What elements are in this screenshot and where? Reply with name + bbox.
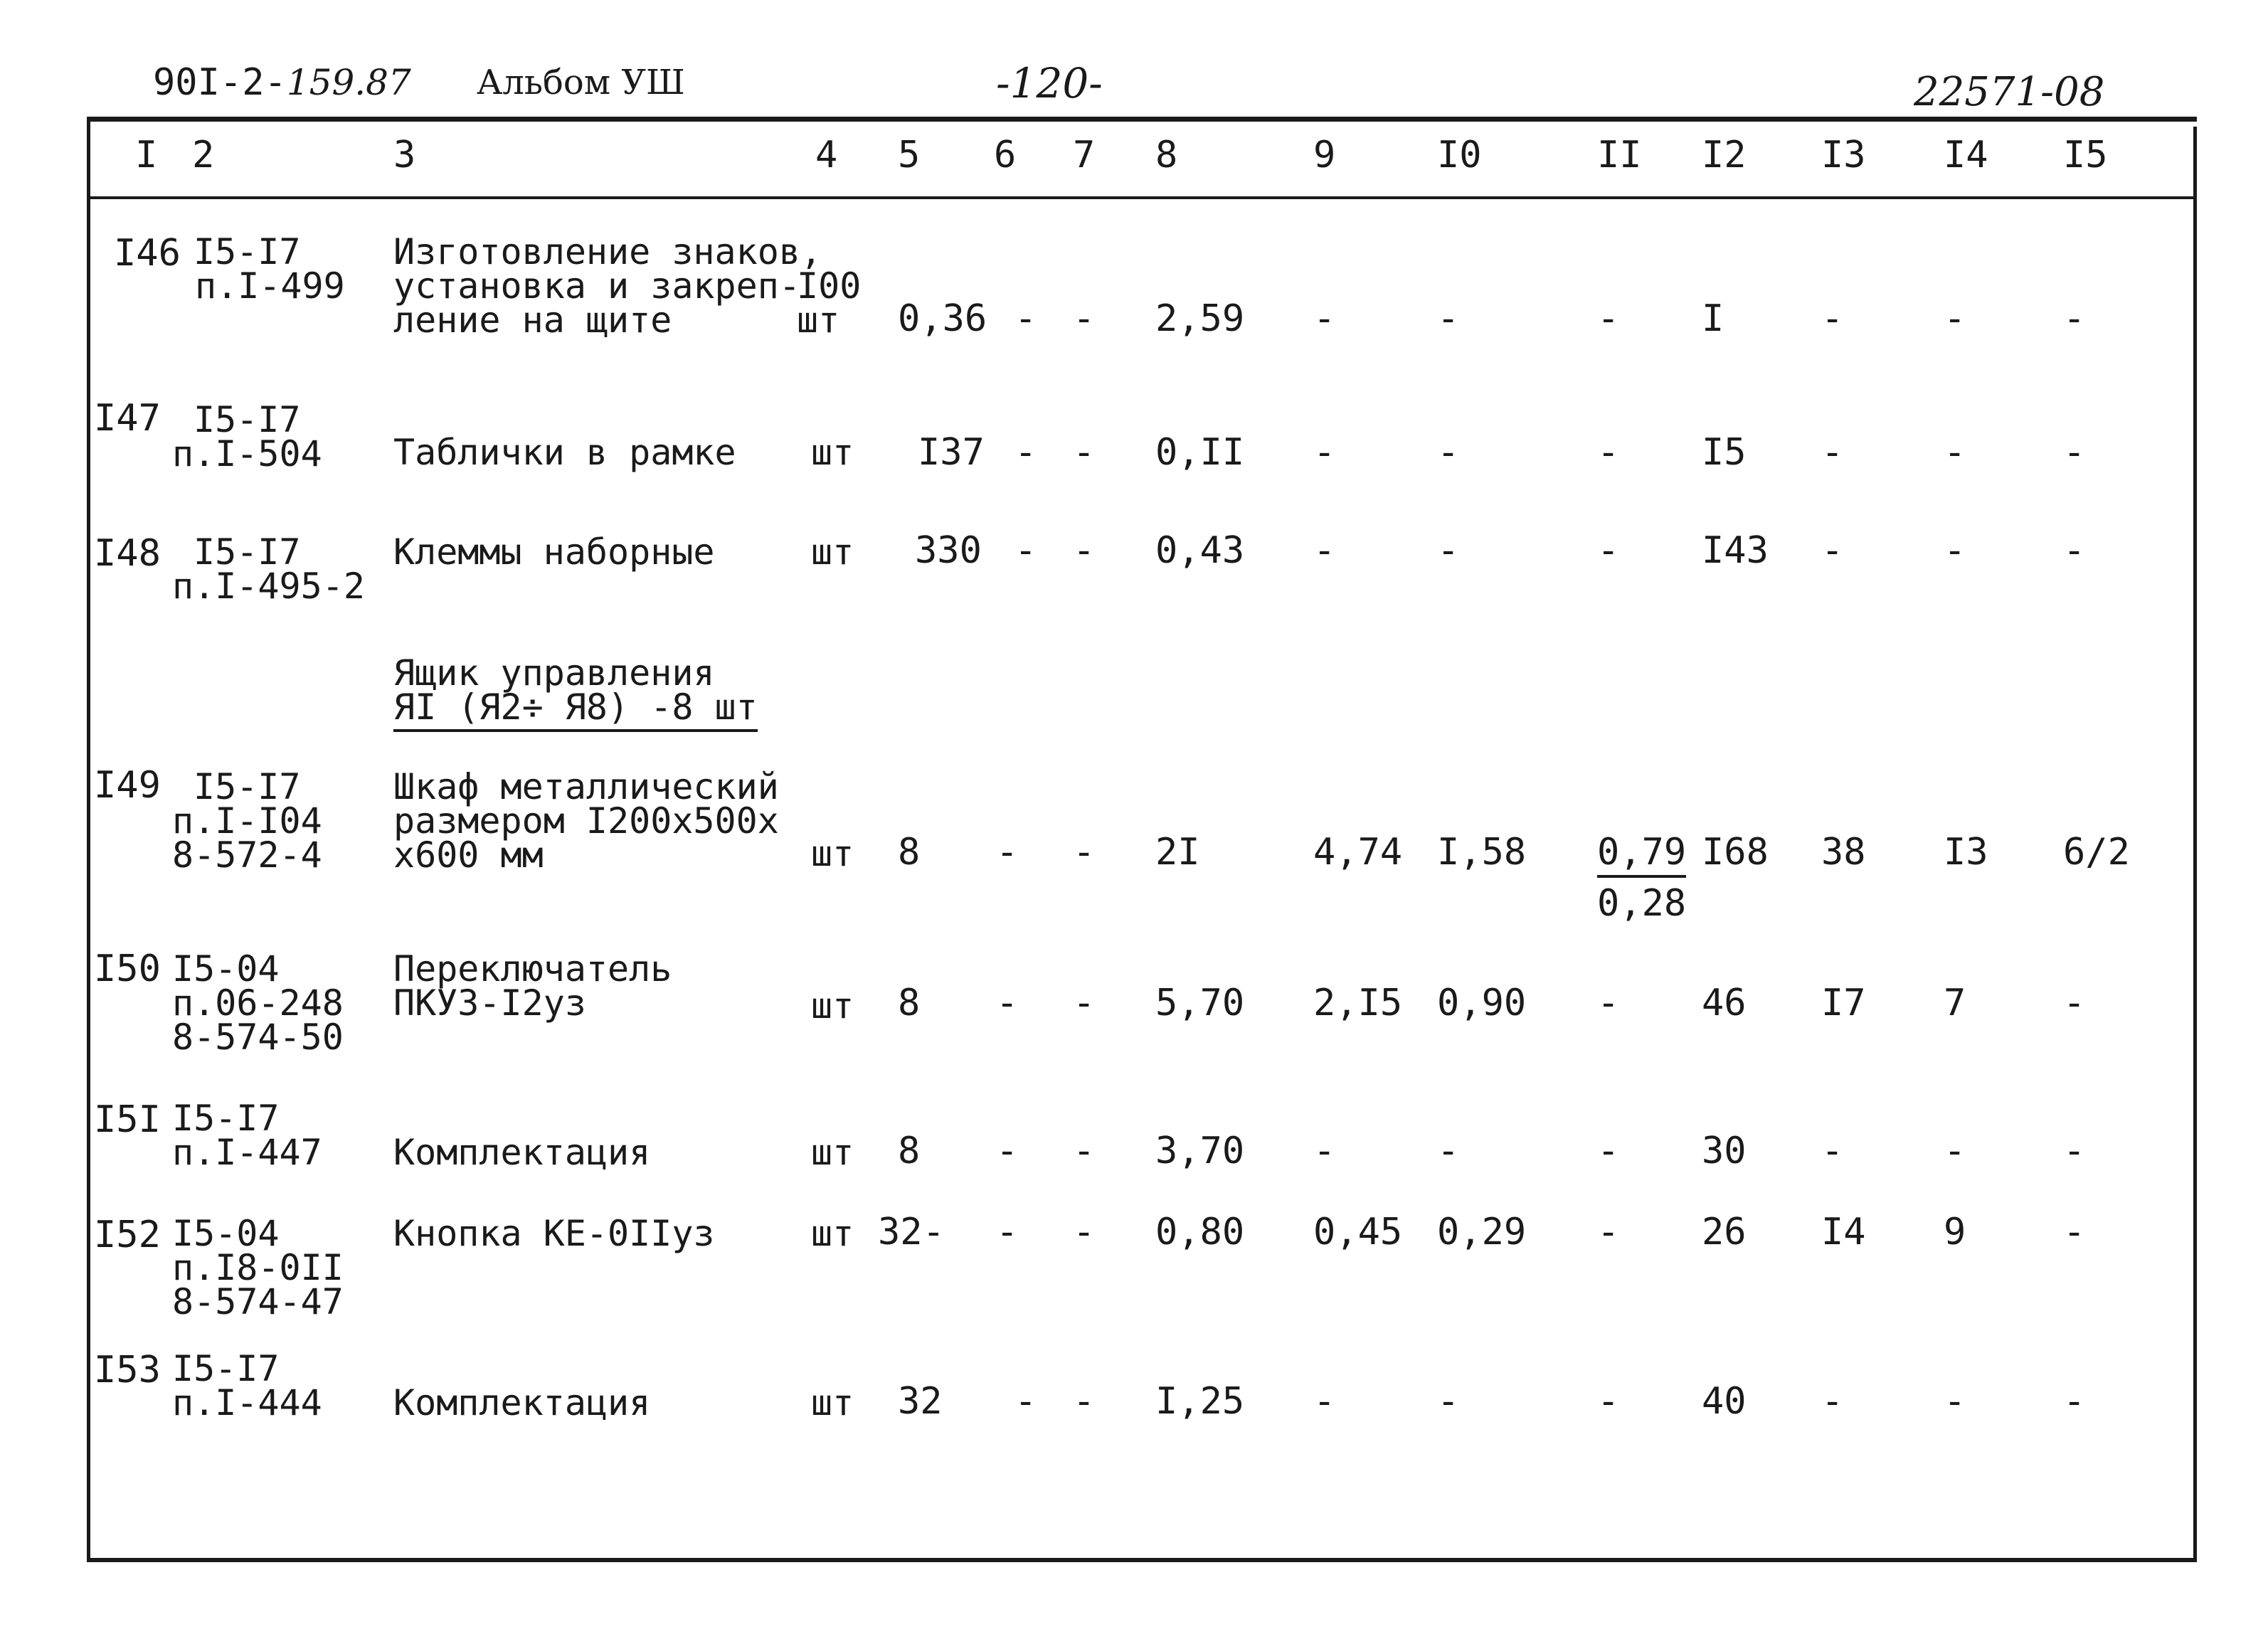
row-number: I46	[114, 232, 181, 275]
unit	[811, 833, 854, 874]
unit-line: шт	[811, 1213, 854, 1254]
cell-c12: I	[1702, 297, 1724, 340]
cell-c13: -	[1821, 529, 1844, 572]
item-name-line: х600 мм	[393, 834, 544, 876]
cell-c14: -	[1944, 431, 1966, 474]
cell-c15: -	[2063, 1130, 2086, 1172]
cell-c9: -	[1313, 529, 1336, 572]
cell-c7: -	[1073, 1130, 1096, 1172]
col-header-13: I3	[1821, 134, 1866, 176]
item-name	[393, 948, 672, 1024]
document-number: 22571-08	[1914, 69, 2105, 115]
col-header-12: I2	[1702, 134, 1747, 176]
cell-c12: I43	[1702, 529, 1769, 572]
unit-line: шт	[811, 1132, 854, 1173]
subheading-line-2-text: ЯI (Я2÷ Я8) -8 шт	[393, 686, 758, 732]
row-number: I5I	[94, 1098, 161, 1141]
row-number: I50	[94, 948, 161, 990]
norm-code-line: I5-I7	[172, 1098, 280, 1139]
item-name-line: Кнопка КЕ-0IIуз	[393, 1213, 715, 1254]
cell-c12: I5	[1702, 431, 1747, 474]
unit	[797, 265, 862, 341]
norm-code-line: I5-04	[172, 1213, 280, 1254]
cell-c8: 2I	[1155, 831, 1200, 874]
item-name	[393, 766, 779, 876]
norm-code	[172, 399, 322, 474]
cell-c5: 8	[898, 831, 921, 874]
norm-code-line: п.06-248	[172, 982, 344, 1024]
unit	[811, 432, 854, 473]
cell-c15: -	[2063, 431, 2086, 474]
col-header-1: I	[135, 134, 158, 176]
cell-c7: -	[1073, 1211, 1096, 1253]
cell-c7: -	[1073, 431, 1096, 474]
page-number: -120-	[996, 59, 1103, 107]
unit	[811, 985, 854, 1027]
cell-c8: 0,II	[1155, 431, 1245, 474]
item-name	[393, 531, 715, 573]
unit	[811, 531, 854, 573]
bottom-border	[87, 1558, 2197, 1562]
section-subheading	[393, 652, 758, 728]
row-number: I52	[94, 1214, 161, 1256]
norm-code-line: I5-I7	[194, 531, 301, 573]
cell-c11: -	[1597, 1211, 1620, 1253]
col-header-8: 8	[1155, 134, 1178, 176]
cell-c6: -	[1014, 1380, 1037, 1423]
cell-c5: 0,36	[898, 297, 987, 340]
cell-c7: -	[1073, 982, 1096, 1024]
col-header-11: II	[1597, 134, 1642, 176]
cell-c8: I,25	[1155, 1380, 1245, 1423]
row-number: I49	[94, 764, 161, 807]
col-header-14: I4	[1944, 134, 1988, 176]
cell-c9: -	[1313, 297, 1336, 340]
cell-c11-numerator: 0,79	[1597, 831, 1686, 878]
item-name-line: Таблички в рамке	[393, 432, 736, 473]
item-name	[393, 231, 822, 341]
header-rule	[87, 196, 2197, 199]
cell-c8: 0,80	[1155, 1211, 1245, 1253]
cell-c12: 40	[1702, 1380, 1747, 1423]
cell-c6: -	[1014, 529, 1037, 572]
cell-c11: -	[1597, 529, 1620, 572]
norm-code-line: п.I8-0II	[172, 1247, 344, 1288]
cell-c6: -	[996, 982, 1019, 1024]
col-header-2: 2	[192, 134, 215, 176]
col-header-3: 3	[393, 134, 416, 176]
unit-line: шт	[797, 299, 840, 341]
cell-c15: -	[2063, 982, 2086, 1024]
cell-c12: 30	[1702, 1130, 1747, 1172]
col-header-4: 4	[815, 134, 838, 176]
cell-c6: -	[996, 1211, 1019, 1253]
norm-code-line: I5-I7	[194, 766, 301, 807]
item-name-line: Изготовление знаков,	[393, 231, 822, 272]
cell-c10: 0,29	[1437, 1211, 1527, 1253]
cell-c8: 5,70	[1155, 982, 1245, 1024]
item-name-line: размером I200х500х	[393, 800, 779, 842]
cell-c10: I,58	[1437, 831, 1527, 874]
series-code-printed: 90I-2-	[153, 61, 287, 104]
norm-code-line: I5-I7	[194, 399, 301, 440]
norm-code-line: п.I-504	[172, 433, 322, 474]
cell-c10: -	[1437, 431, 1460, 474]
cell-c13: 38	[1821, 831, 1866, 874]
cell-c7: -	[1073, 297, 1096, 340]
norm-code-line: п.I-447	[172, 1132, 322, 1173]
cell-c15: -	[2063, 297, 2086, 340]
left-border	[87, 117, 90, 1562]
col-header-7: 7	[1073, 134, 1096, 176]
cell-c14: 9	[1944, 1211, 1966, 1253]
row-number: I47	[94, 397, 161, 440]
unit-line: шт	[811, 833, 854, 874]
item-name	[393, 1382, 651, 1423]
cell-c8: 0,43	[1155, 529, 1245, 572]
norm-code-line: п.I-495-2	[172, 566, 365, 607]
cell-c5: 8	[898, 982, 921, 1024]
cell-c9: -	[1313, 431, 1336, 474]
norm-code-line: I5-04	[172, 948, 280, 990]
cell-c13: -	[1821, 431, 1844, 474]
item-name-line: Шкаф металлический	[393, 766, 779, 807]
item-name-line: ление на щите	[393, 299, 672, 341]
cell-c15: -	[2063, 529, 2086, 572]
unit	[811, 1132, 854, 1173]
cell-c15: 6/2	[2063, 831, 2130, 874]
cell-c13: -	[1821, 297, 1844, 340]
cell-c9: 4,74	[1313, 831, 1403, 874]
norm-code-line: 8-574-47	[172, 1281, 344, 1322]
cell-c10: -	[1437, 297, 1460, 340]
cell-c13: -	[1821, 1130, 1844, 1172]
col-header-9: 9	[1313, 134, 1336, 176]
cell-c10: -	[1437, 1380, 1460, 1423]
cell-c8: 2,59	[1155, 297, 1245, 340]
cell-c15: -	[2063, 1380, 2086, 1423]
norm-code-line: п.I-444	[172, 1382, 322, 1423]
cell-c9: 2,I5	[1313, 982, 1403, 1024]
cell-c14: -	[1944, 297, 1966, 340]
cell-c11: -	[1597, 431, 1620, 474]
cell-c10: -	[1437, 1130, 1460, 1172]
unit	[811, 1213, 854, 1254]
cell-c10: -	[1437, 529, 1460, 572]
cell-c5: 8	[898, 1130, 921, 1172]
cell-c14: -	[1944, 1130, 1966, 1172]
col-header-15: I5	[2063, 134, 2108, 176]
cell-c12: 46	[1702, 982, 1747, 1024]
norm-code-line: I5-I7	[194, 231, 301, 272]
item-name-line: Клеммы наборные	[393, 531, 715, 573]
subheading-line-2	[393, 686, 758, 728]
norm-code-line: I5-I7	[172, 1348, 280, 1389]
top-border	[87, 117, 2197, 122]
cell-c6: -	[1014, 431, 1037, 474]
album-label: Альбом УШ	[477, 63, 685, 102]
unit	[811, 1382, 854, 1423]
cell-c13: -	[1821, 1380, 1844, 1423]
norm-code	[172, 1213, 344, 1322]
cell-c9: 0,45	[1313, 1211, 1403, 1253]
norm-code	[172, 1098, 322, 1173]
series-code-handwritten: 159.87	[286, 62, 411, 103]
cell-c14: I3	[1944, 831, 1988, 874]
cell-c9: -	[1313, 1130, 1336, 1172]
col-header-10: I0	[1437, 134, 1482, 176]
norm-code	[172, 531, 365, 607]
cell-c15: -	[2063, 1211, 2086, 1253]
cell-c14: -	[1944, 529, 1966, 572]
row-number: I53	[94, 1349, 161, 1391]
item-name-line: ПКУЗ-I2уз	[393, 982, 586, 1024]
cell-c5: 32	[898, 1380, 943, 1423]
norm-code	[172, 766, 322, 876]
item-name-line: Переключатель	[393, 948, 672, 990]
cell-c13: I7	[1821, 982, 1866, 1024]
cell-c7: -	[1073, 529, 1096, 572]
row-number: I48	[94, 532, 161, 575]
norm-code	[172, 1348, 322, 1423]
cell-c14: 7	[1944, 982, 1966, 1024]
cell-c6: -	[996, 831, 1019, 874]
cell-c9: -	[1313, 1380, 1336, 1423]
cell-c11: -	[1597, 982, 1620, 1024]
norm-code-line: п.I-499	[195, 265, 345, 307]
cell-c8: 3,70	[1155, 1130, 1245, 1172]
cell-c5: I37	[918, 431, 985, 474]
cell-c5: 32-	[878, 1211, 945, 1253]
unit-line: шт	[811, 1382, 854, 1423]
cell-c10: 0,90	[1437, 982, 1527, 1024]
cell-c11: -	[1597, 1130, 1620, 1172]
cell-c11	[1597, 831, 1687, 874]
cell-c7: -	[1073, 831, 1096, 874]
norm-code	[194, 231, 345, 307]
norm-code-line: 8-572-4	[172, 834, 322, 876]
subheading-line-1: Ящик управления	[393, 652, 715, 694]
col-header-6: 6	[994, 134, 1017, 176]
item-name-line: Комплектация	[393, 1132, 651, 1173]
cell-c5: 330	[915, 529, 982, 572]
col-header-5: 5	[898, 134, 921, 176]
cell-c11: -	[1597, 1380, 1620, 1423]
norm-code-line: п.I-I04	[172, 800, 322, 842]
cell-c11-second: 0,28	[1597, 882, 1687, 925]
unit-line: шт	[811, 531, 854, 573]
right-border	[2193, 127, 2197, 1562]
cell-c14: -	[1944, 1380, 1966, 1423]
item-name-line: Комплектация	[393, 1382, 651, 1423]
cell-c7: -	[1073, 1380, 1096, 1423]
cell-c11: -	[1597, 297, 1620, 340]
unit-line: шт	[811, 985, 854, 1027]
unit-line: I00	[797, 265, 862, 307]
item-name-line: установка и закреп-	[393, 265, 800, 307]
norm-code	[172, 948, 344, 1058]
series-code	[153, 61, 411, 104]
item-name	[393, 432, 736, 473]
cell-c12: I68	[1702, 831, 1769, 874]
cell-c6: -	[996, 1130, 1019, 1172]
cell-c6: -	[1014, 297, 1037, 340]
item-name	[393, 1132, 651, 1173]
unit-line: шт	[811, 432, 854, 473]
cell-c13: I4	[1821, 1211, 1866, 1253]
item-name	[393, 1213, 715, 1254]
cell-c12: 26	[1702, 1211, 1747, 1253]
norm-code-line: 8-574-50	[172, 1017, 344, 1058]
